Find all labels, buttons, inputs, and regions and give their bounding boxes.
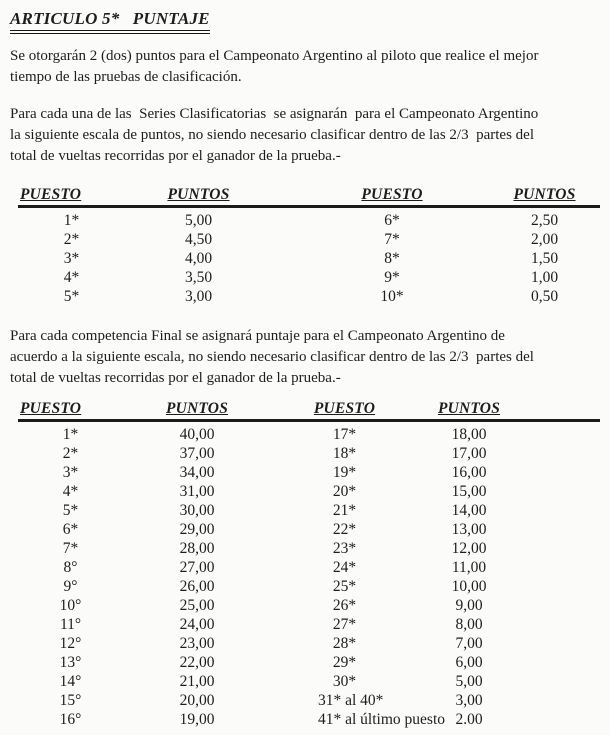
puntos-cell: 2.00	[455, 711, 483, 728]
puntos-cell: 34,00	[179, 464, 215, 481]
puntos-cell: 2,50	[530, 212, 559, 229]
puesto-cell: 2*	[62, 445, 79, 462]
paragraph-final-scale	[10, 326, 600, 389]
puntos-cell: 16,00	[451, 464, 487, 481]
puntos-cell: 40,00	[179, 426, 215, 443]
table-row	[18, 482, 600, 501]
table-row	[18, 463, 600, 482]
paragraph-series-scale	[10, 104, 600, 167]
puesto-cell: 2*	[63, 231, 80, 248]
header-puntos: PUNTOS	[167, 186, 230, 203]
puesto-cell: 30*	[332, 673, 357, 690]
table-row	[18, 691, 600, 710]
series-table-header-row	[18, 185, 600, 208]
puesto-cell: 7*	[384, 231, 400, 248]
puesto-cell: 41* al último puesto	[318, 711, 446, 728]
puesto-cell: 17*	[332, 426, 357, 443]
puesto-cell: 9*	[384, 269, 400, 286]
table-row	[18, 211, 600, 230]
paragraph-line: Se otorgarán 2 (dos) puntos para el Campeonato Argentino al piloto que realice el mejor	[10, 48, 539, 64]
table-row	[18, 287, 600, 306]
puntos-cell: 23,00	[179, 635, 215, 652]
puntos-cell: 29,00	[179, 521, 215, 538]
puesto-cell: 7*	[62, 540, 79, 557]
table-row	[18, 249, 600, 268]
table-row	[18, 230, 600, 249]
puesto-cell: 5*	[62, 502, 79, 519]
puesto-cell: 14°	[59, 673, 82, 690]
table-row	[18, 558, 600, 577]
header-puesto: PUESTO	[20, 400, 82, 417]
paragraph-line: total de vueltas recorridas por el ganador de la prueba.-	[10, 148, 341, 164]
puntos-cell: 3,00	[184, 288, 213, 305]
puntos-cell: 5,00	[184, 212, 213, 229]
table-row	[18, 596, 600, 615]
puesto-cell: 11°	[59, 616, 82, 633]
table-row	[18, 653, 600, 672]
header-puntos: PUNTOS	[437, 400, 501, 417]
puntos-cell: 4,50	[184, 231, 213, 248]
puntos-cell: 13,00	[451, 521, 487, 538]
puntos-cell: 8,00	[455, 616, 483, 633]
puesto-cell: 15°	[59, 692, 82, 709]
puntos-cell: 1,00	[530, 269, 559, 286]
puesto-cell: 21*	[332, 502, 357, 519]
table-row	[18, 520, 600, 539]
table-row	[18, 539, 600, 558]
puntos-cell: 10,00	[451, 578, 487, 595]
puntos-cell: 4,00	[184, 250, 213, 267]
puesto-cell: 4*	[63, 269, 80, 286]
puesto-cell: 8°	[63, 559, 78, 576]
table-row	[18, 501, 600, 520]
puesto-cell: 28*	[332, 635, 357, 652]
puesto-cell: 10*	[380, 288, 404, 305]
paragraph-line: total de vueltas recorridas por el ganador de la prueba.-	[10, 370, 341, 386]
puntos-cell: 20,00	[179, 692, 215, 709]
table-row	[18, 268, 600, 287]
paragraph-line: acuerdo a la siguiente escala, no siendo necesario clasificar dentro de las 2/3 partes del	[10, 349, 534, 365]
puntos-cell: 31,00	[179, 483, 215, 500]
puntos-cell: 27,00	[179, 559, 215, 576]
puesto-cell: 12°	[59, 635, 82, 652]
puesto-cell: 6*	[62, 521, 79, 538]
paragraph-qualifying-points	[10, 46, 600, 88]
paragraph-line: Para cada una de las Series Clasificatorias se asignarán para el Campeonato Argentino	[10, 106, 539, 122]
table-row	[18, 425, 600, 444]
puntos-cell: 37,00	[179, 445, 215, 462]
puntos-cell: 5,00	[455, 673, 483, 690]
table-row	[18, 672, 600, 691]
puntos-cell: 28,00	[179, 540, 215, 557]
puesto-cell: 10°	[59, 597, 82, 614]
table-row	[18, 577, 600, 596]
puesto-cell: 22*	[332, 521, 357, 538]
puesto-cell: 13°	[59, 654, 82, 671]
puesto-cell: 25*	[332, 578, 357, 595]
puesto-cell: 27*	[332, 616, 357, 633]
puntos-cell: 24,00	[179, 616, 215, 633]
puntos-cell: 9,00	[455, 597, 483, 614]
puntos-cell: 26,00	[179, 578, 215, 595]
puntos-cell: 17,00	[451, 445, 487, 462]
puntos-cell: 14,00	[451, 502, 487, 519]
puntos-cell: 18,00	[451, 426, 487, 443]
puesto-cell: 31* al 40*	[318, 692, 384, 709]
header-puesto: PUESTO	[313, 400, 376, 417]
puesto-cell: 5*	[63, 288, 80, 305]
final-table-header-row	[18, 399, 600, 422]
puesto-cell: 23*	[332, 540, 357, 557]
series-table-body	[18, 208, 600, 306]
puntos-cell: 7,00	[455, 635, 483, 652]
puesto-cell: 18*	[332, 445, 357, 462]
puesto-cell: 26*	[332, 597, 357, 614]
series-points-table	[18, 185, 600, 306]
puesto-cell: 24*	[332, 559, 357, 576]
puesto-cell: 9°	[63, 578, 78, 595]
final-points-table	[18, 399, 600, 729]
puntos-cell: 3,50	[184, 269, 213, 286]
puntos-cell: 2,00	[530, 231, 559, 248]
puntos-cell: 3,00	[455, 692, 483, 709]
puntos-cell: 12,00	[451, 540, 487, 557]
puntos-cell: 0,50	[530, 288, 559, 305]
puesto-cell: 1*	[62, 426, 79, 443]
puesto-cell: 1*	[63, 212, 80, 229]
puntos-cell: 21,00	[179, 673, 215, 690]
table-row	[18, 634, 600, 653]
puesto-cell: 16°	[59, 711, 82, 728]
puntos-cell: 15,00	[451, 483, 487, 500]
puntos-cell: 22,00	[179, 654, 215, 671]
puntos-cell: 1,50	[530, 250, 559, 267]
puesto-cell: 29*	[332, 654, 357, 671]
paragraph-line: la siguiente escala de puntos, no siendo necesario clasificar dentro de las 2/3 partes del	[10, 127, 534, 143]
header-puntos: PUNTOS	[165, 400, 229, 417]
puntos-cell: 11,00	[451, 559, 487, 576]
puntos-cell: 30,00	[179, 502, 215, 519]
puntos-cell: 19,00	[179, 711, 215, 728]
header-puesto: PUESTO	[361, 186, 423, 203]
puesto-cell: 3*	[63, 250, 80, 267]
puntos-cell: 25,00	[179, 597, 215, 614]
table-row	[18, 710, 600, 729]
table-row	[18, 615, 600, 634]
table-row	[18, 444, 600, 463]
puesto-cell: 6*	[384, 212, 400, 229]
puntos-cell: 6,00	[455, 654, 483, 671]
puesto-cell: 20*	[332, 483, 357, 500]
puesto-cell: 19*	[332, 464, 357, 481]
puesto-cell: 8*	[384, 250, 400, 267]
puesto-cell: 4*	[62, 483, 79, 500]
final-table-body	[18, 422, 600, 729]
header-puesto: PUESTO	[20, 186, 82, 203]
puesto-cell: 3*	[62, 464, 79, 481]
header-puntos: PUNTOS	[513, 186, 576, 203]
paragraph-line: tiempo de las pruebas de clasificación.	[10, 69, 242, 85]
paragraph-line: Para cada competencia Final se asignará puntaje para el Campeonato Argentino de	[10, 328, 505, 344]
article-title: ARTICULO 5* PUNTAJE	[10, 9, 210, 34]
